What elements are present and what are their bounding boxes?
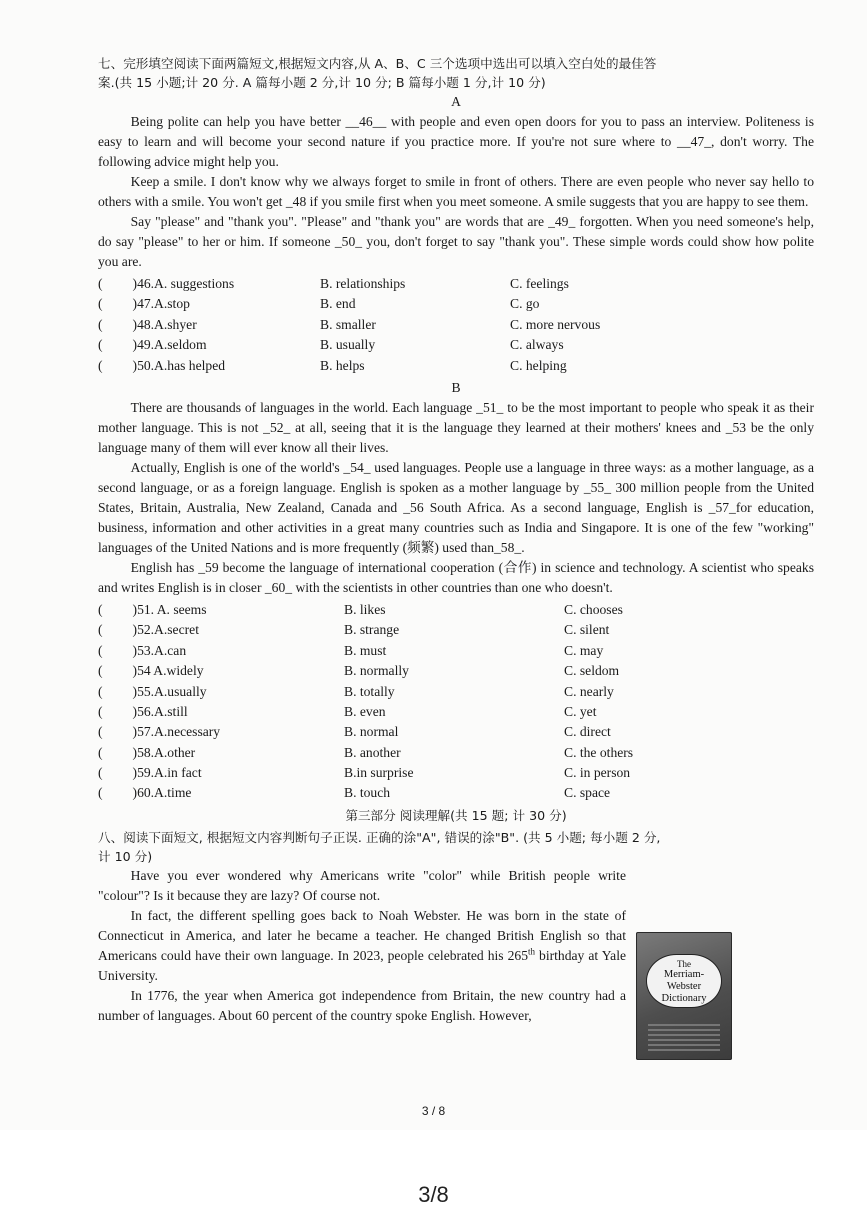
page-indicator: 3/8 [418,1182,449,1207]
option-c: C. chooses [564,601,623,617]
option-b: B. smaller [320,316,376,332]
section8-instruction-line1: 八、阅读下面短文, 根据短文内容判断句子正误. 正确的涂"A", 错误的涂"B". (共 5 小题; 每小题 2 分, [98,829,661,845]
option-b: B. helps [320,357,365,373]
option-c: C. direct [564,724,611,740]
option-row: ( )47.A.stop B. end C. go [98,294,814,314]
page-number: 3 / 8 [421,1104,446,1118]
passage-a-paragraph: Say "please" and "thank you". "Please" and "thank you" are words that are _49_ forgotten. When you need someone's help, do say "please" to her or him. If someone _50_ you, don't forget to say "thank you". These simple words could show how polite you are. [98,214,814,269]
option-a: 50.A.has helped [137,357,226,373]
option-a: 52.A.secret [137,622,199,638]
reading-paragraph: In fact, the different spelling goes back to Noah Webster. He was born in the state of Connecticut in America, and later he became a teacher. He changed British English so that Americans could have their own language. In 2023, people celebrated his 265th birthday at Yale University. [98,907,627,983]
part3-title: 第三部分 阅读理解(共 15 题; 计 30 分) [345,807,567,823]
reading-paragraph: In 1776, the year when America got independence from Britain, the new country had a number of languages. About 60 percent of the country spoke English. However, [98,987,626,1023]
option-a: 55.A.usually [137,683,207,699]
option-b: B. totally [344,683,395,699]
option-a: 56.A.still [137,703,188,719]
options-a [98,274,814,376]
option-b: B. normally [344,663,409,679]
option-row: ( )59.A.in fact B.in surprise C. in person [98,763,814,783]
option-row: ( )52.A.secret B. strange C. silent [98,620,814,640]
option-a: 49.A.seldom [137,337,207,353]
option-c: C. go [510,296,540,312]
passage-a-title: A [451,94,461,109]
option-c: C. helping [510,357,567,373]
option-c: C. always [510,337,564,353]
dictionary-cover-image [636,932,732,1060]
page-content [98,54,814,1026]
passage-b-title: B [451,379,461,395]
reading-paragraph: Have you ever wondered why Americans write "color" while British people write "colour"? Is it because they are lazy? Of course not. [98,867,626,903]
option-a: 48.A.shyer [137,316,197,332]
option-a: 60.A.time [137,785,192,801]
option-c: C. silent [564,622,610,638]
option-a: 46.A. suggestions [137,276,235,291]
option-b: B. another [344,744,401,760]
option-a: 53.A.can [137,642,187,658]
passage-a-paragraph: Keep a smile. I don't know why we always forget to smile in front of others. There are even people who never say hello to others with a smile. You won't get _48 if you smile first when you meet someone. A smile suggests that you are happy to see them. [98,174,814,209]
option-b: B. normal [344,724,399,740]
option-b: B. strange [344,622,400,638]
option-a: 58.A.other [137,744,196,760]
section7-instruction-line2: 案.(共 15 小题;计 20 分. A 篇每小题 2 分,计 10 分; B 篇每小题 1 分,计 10 分) [98,75,546,90]
option-c: C. the others [564,744,634,760]
options-b [98,600,814,804]
passage-a-paragraph: Being polite can help you have better __46__ with people and even open doors for you to pass an interview. Politeness is easy to learn and will become your second nature if you practice more. If you're not sure where to __47_, don't worry. The following advice might help you. [98,114,814,169]
option-b: B. likes [344,601,386,617]
option-a: 51. A. seems [137,601,207,617]
option-b: B. relationships [320,276,406,291]
option-c: C. nearly [564,683,614,699]
dictionary-label: The Merriam- Webster Dictionary [646,954,722,1008]
option-b: B. even [344,703,386,719]
option-row: ( )53.A.can B. must C. may [98,641,814,661]
option-c: C. more nervous [510,316,601,332]
option-c: C. in person [564,765,631,781]
option-a: 54 A.widely [137,663,204,679]
option-row: ( )58.A.other B. another C. the others [98,743,814,763]
option-row: ( )46.A. suggestions B. relationships C. feelings [98,274,814,294]
option-row: ( )60.A.time B. touch C. space [98,783,814,803]
option-a: 57.A.necessary [137,724,221,740]
option-a: 47.A.stop [137,296,190,312]
passage-b-paragraph: English has _59 become the language of international cooperation (合作) in science and technology. A scientist who speaks and writes English is in closer _60_ with the scientists in other countries than one who doesn't. [98,559,814,595]
option-c: C. yet [564,703,597,719]
dictionary-cover-text-lines [648,1024,720,1052]
option-row: ( )49.A.seldom B. usually C. always [98,335,814,355]
option-b: B.in surprise [344,765,414,781]
option-b: B. usually [320,337,376,353]
option-c: C. seldom [564,663,620,679]
option-b: B. touch [344,785,391,801]
option-row: ( )48.A.shyer B. smaller C. more nervous [98,315,814,335]
option-row: ( )55.A.usually B. totally C. nearly [98,682,814,702]
option-row: ( )50.A.has helped B. helps C. helping [98,356,814,376]
option-c: C. may [564,642,604,658]
option-a: 59.A.in fact [137,765,202,781]
option-row: ( )56.A.still B. even C. yet [98,702,814,722]
option-c: C. feelings [510,276,569,291]
option-row: ( )57.A.necessary B. normal C. direct [98,722,814,742]
option-b: B. must [344,642,387,658]
section7-instruction-line1: 七、完形填空阅读下面两篇短文,根据短文内容,从 A、B、C 三个选项中选出可以填入空白处的最佳答 [98,56,657,71]
passage-b-paragraph: There are thousands of languages in the world. Each language _51_ to be the most important to people who speak it as their mother language. This is not _52_ at all, seeing that it is the language they learned at their mothers' knees and _53 be the only language many of them will ever know all their lives. [98,399,814,455]
option-row: ( )51. A. seems B. likes C. chooses [98,600,814,620]
passage-b-paragraph: Actually, English is one of the world's _54_ used languages. People use a language in three ways: as a mother language, as a second language, or as a foreign language. English is spoken as a mother language by _55_ 300 million people from the United States, Britain, Australia, New Zealand, Canada and _56 South Africa. As a second language, English is _57_for education, business, information and other activities in a great many countries such as India and Singapore. It is one of the few "working" languages of the United Nations and is more frequently (频繁) used than_58_. [98,459,814,555]
section8-instruction-line2: 计 10 分) [98,848,153,864]
option-b: B. end [320,296,356,312]
reading-passage [98,866,814,1026]
option-row: ( )54 A.widely B. normally C. seldom [98,661,814,681]
option-c: C. space [564,785,611,801]
